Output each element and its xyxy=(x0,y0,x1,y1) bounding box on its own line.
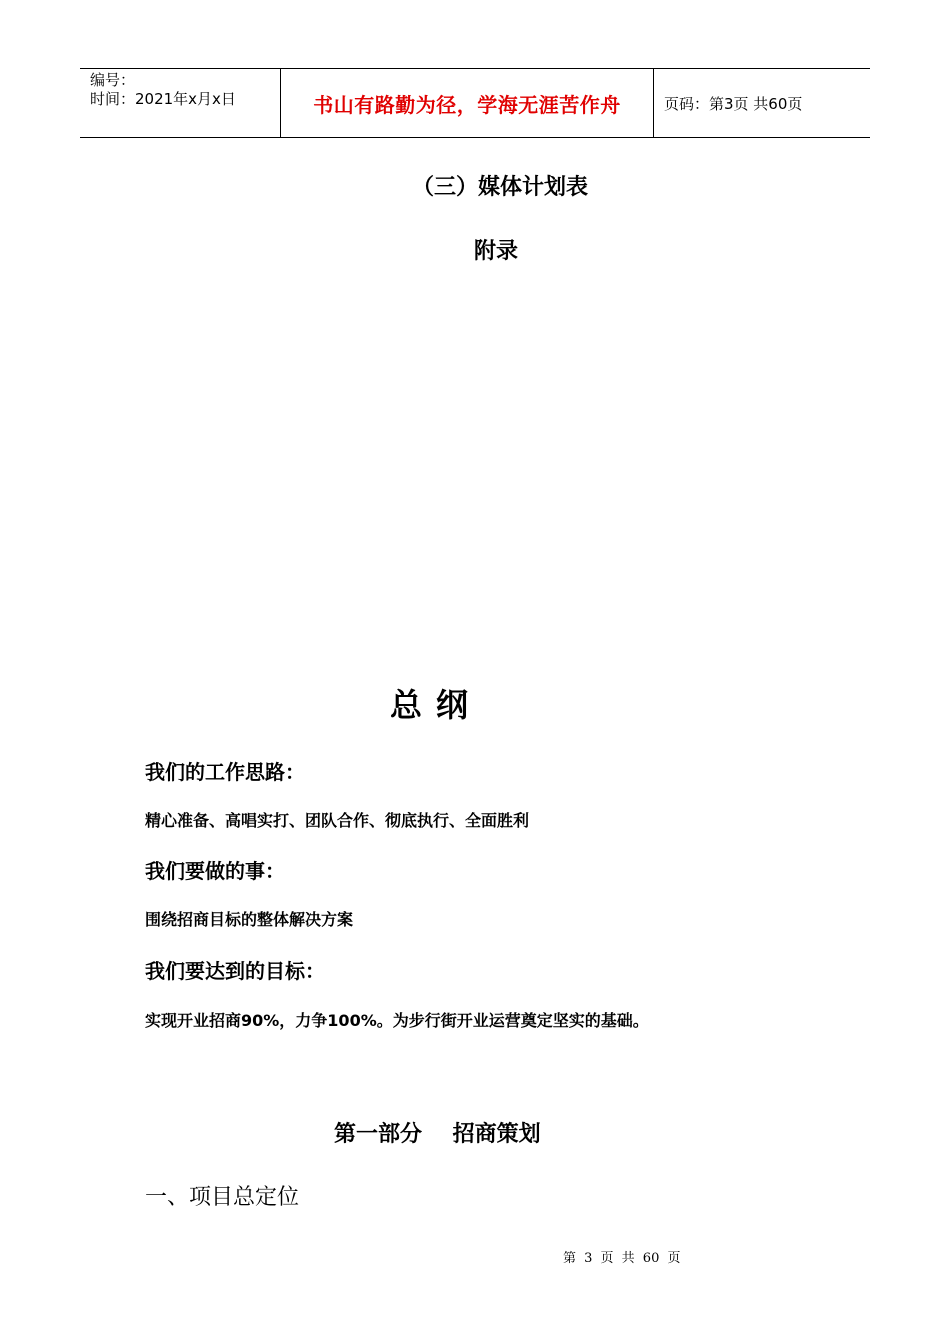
page-header xyxy=(80,68,870,138)
header-page-info: 页码：第3页 共60页 xyxy=(664,94,803,113)
header-number-label: 编号： xyxy=(90,71,136,89)
section-heading-approach: 我们的工作思路： xyxy=(145,760,305,784)
outline-title: 总纲 xyxy=(390,686,483,724)
section-heading-goals: 我们要达到的目标： xyxy=(145,959,325,983)
header-motto: 书山有路勤为径，学海无涯苦作舟 xyxy=(281,69,654,137)
section-body-approach: 精心准备、高唱实打、团队合作、彻底执行、全面胜利 xyxy=(145,811,530,830)
toc-media-plan: （三）媒体计划表 xyxy=(412,175,589,200)
header-time-label: 时间：2021年x月x日 xyxy=(90,90,236,108)
section-heading-tasks: 我们要做的事： xyxy=(145,859,285,883)
toc-appendix: 附录 xyxy=(474,239,519,264)
part-one-title: 第一部分 招商策划 xyxy=(334,1122,541,1147)
page-footer: 第 3 页 共 60 页 xyxy=(563,1251,681,1266)
section-body-goals: 实现开业招商90%，力争100%。为步行街开业运营奠定坚实的基础。 xyxy=(145,1011,649,1030)
part-one-first-item: 一、项目总定位 xyxy=(145,1185,300,1210)
header-meta-cell xyxy=(80,69,281,137)
section-body-tasks: 围绕招商目标的整体解决方案 xyxy=(145,910,354,929)
